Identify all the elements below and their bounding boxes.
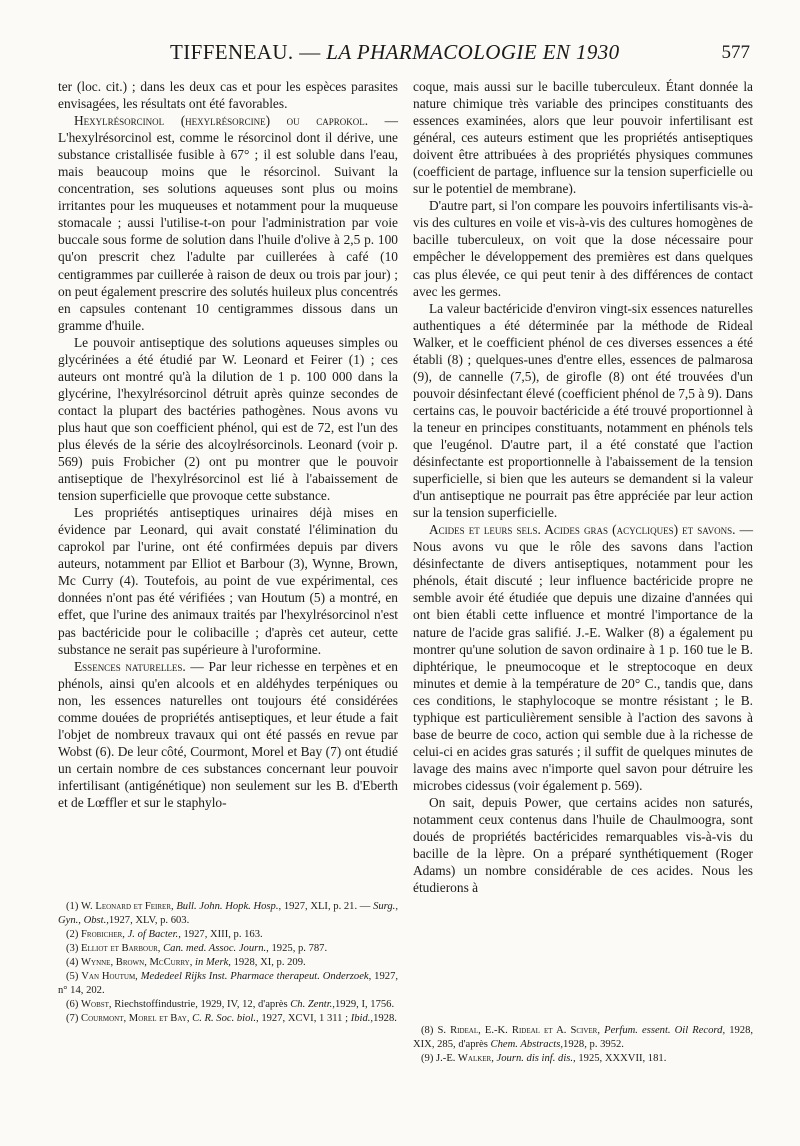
footnote-details: 1928, p. 3952. bbox=[563, 1038, 624, 1050]
page-number: 577 bbox=[721, 42, 750, 63]
footnote bbox=[58, 970, 398, 997]
running-header bbox=[60, 40, 750, 74]
footnote-authors: Frobicher, bbox=[81, 928, 125, 940]
footnote-number: (7) bbox=[66, 1012, 79, 1024]
paragraph-text: — L'hexylrésorcinol est, comme le résorcinol dont il dérive, une substance cristallisée fusible à 67° ; il est soluble dans l'eau, mais beaucoup moins que le résorcinol. Suivant la concentration, ses solutions aqueuses sont plus ou moins irritantes pour les muqueuses et notamment pour la muqueuse stomacale ; aussi l'utilise-t-on pour l'administration par voie buccale sous forme de solution dans l'huile d'olive à 2,5 p. 100 qu'on prescrit chez l'adulte par cuillerées à café (10 centigrammes par cuillerée à raison de deux ou trois par jour) ; on peut également prescrire des solutés huileux plus concentrés en capsules contenant 10 centigrammes dissous dans un gramme d'huile. bbox=[58, 113, 398, 333]
paragraph: ter (loc. cit.) ; dans les deux cas et pour les espèces parasites envisagées, les résultats ont été favorables. bbox=[58, 79, 398, 112]
footnote-source: Journ. dis inf. dis., bbox=[496, 1052, 576, 1064]
footnote-details: 1927, XIII, p. 163. bbox=[183, 928, 263, 940]
footnote-details: 1928, XIX, 285, d'après bbox=[413, 1025, 754, 1050]
footnote bbox=[58, 998, 398, 1012]
footnote-source: Can. med. Assoc. Journ., bbox=[163, 942, 269, 954]
paragraph-text: — Nous avons vu que le rôle des savons dans l'action désinfectante de divers antiseptiques, notamment pour les phénols, était discuté ; leur influence bactéricide propre ne semble avoir été étudiée que depuis une dizaine d'années qui ont bien établi cette influence et montré l'importance de la nature de l'acide gras salifié. J.-E. Walker (8) a également pu montrer qu'une solution de savon ordinaire à 1 p. 160 tue le B. diphtérique, le pneumocoque et le streptocoque en deux minutes et demie à la température de 20° C., tandis que, dans ces conditions, le staphylocoque se montre résistant ; le B. typhique est particulièrement sensible à l'action des savons à base de beurre de coco, action qui semble due à la richesse de celui-ci en acides gras saturés ; il suffit de quelques minutes de lavage des mains avec n'importe quel savon pour détruire les microbes cidessus (voir également p. 569). bbox=[413, 522, 753, 793]
left-column bbox=[58, 78, 398, 811]
footnote-number: (8) bbox=[421, 1025, 434, 1036]
footnotes-left bbox=[58, 900, 398, 1026]
footnote-number: (1) bbox=[66, 901, 79, 912]
footnote-source: C. R. Soc. biol., bbox=[192, 1012, 259, 1024]
footnote bbox=[413, 1052, 753, 1066]
footnote-authors: Wynne, Brown, McCurry, bbox=[81, 956, 193, 968]
footnote-details: 1927, XCVI, 1 311 ; bbox=[261, 1012, 351, 1024]
footnote-details: 1925, XXXVII, 181. bbox=[578, 1052, 667, 1064]
footnote bbox=[58, 942, 398, 956]
footnote-source: Perfum. essent. Oil Record, bbox=[604, 1025, 726, 1036]
running-title bbox=[170, 40, 620, 65]
footnote-details: 1928. bbox=[373, 1012, 397, 1024]
footnote-details: 1929, I, 1756. bbox=[334, 998, 395, 1010]
footnote-authors: Wobst, bbox=[81, 998, 112, 1010]
section-heading: Essences naturelles. bbox=[74, 658, 186, 674]
header-dash: — bbox=[293, 40, 327, 64]
footnote-number: (2) bbox=[66, 928, 79, 940]
footnote-details: 1925, p. 787. bbox=[271, 942, 328, 954]
footnote-number: (5) bbox=[66, 970, 79, 982]
footnote-number: (9) bbox=[421, 1052, 434, 1064]
footnote-source: Bull. John. Hopk. Hosp., bbox=[176, 901, 282, 912]
paragraph: La valeur bactéricide d'environ vingt-six essences naturelles authentiques a été déterminée par la méthode de Rideal Walker, et le coefficient phénol de ces diverses essences a été établi (8) ; quelques-unes d'entre elles, essences de palmarosa (9), de cannelle (7,5), de girofle (8) ont été trouvées d'un pouvoir désinfectant élevé (coefficient phénol de 7,5 à 9). Dans certains cas, le pouvoir bactéricide a été trouvé proportionnel à la teneur en principes constituants, notamment en phénols tels que l'eugénol. D'autre part, il a été constaté que l'action désinfectante est proportionnelle à l'abaissement de la tension superficielle, si bien que les auteurs se demandent si la valeur d'un antiseptique ne pourrait pas être appréciée par leur action sur la tension superficielle. bbox=[413, 300, 753, 521]
footnote-details: Riechstoffindustrie, 1929, IV, 12, d'après bbox=[114, 998, 291, 1010]
footnote-details: 1927, XLV, p. 603. bbox=[108, 914, 190, 926]
paragraph-essences bbox=[58, 658, 398, 811]
footnote-authors: Van Houtum, bbox=[81, 970, 138, 982]
paragraph: D'autre part, si l'on compare les pouvoirs infertilisants vis-à-vis des cultures en voile et vis-à-vis des cultures homogènes de bacille tuberculeux, on voit que la dose nécessaire pour empêcher le développement des premières est dans quelques cas plus élevée, ce qui peut tenir à des différences de contact avec les germes. bbox=[413, 198, 753, 299]
footnote-source: Chem. Abstracts, bbox=[490, 1038, 564, 1050]
section-heading: Acides et leurs sels. Acides gras (acycliques) et savons. bbox=[429, 522, 736, 538]
footnote-source: Ch. Zentr., bbox=[290, 998, 335, 1010]
section-heading: Hexylrésorcinol (hexylrésorcine) ou caprokol. bbox=[74, 113, 369, 129]
footnote-details: 1927, XLI, p. 21. — bbox=[283, 901, 374, 912]
footnote-source: Ibid., bbox=[350, 1012, 374, 1024]
footnote bbox=[58, 928, 398, 942]
header-title: LA PHARMACOLOGIE EN 1930 bbox=[326, 40, 620, 64]
footnote-details: 1928, XI, p. 209. bbox=[233, 956, 306, 968]
footnote-authors: J.-E. Walker, bbox=[436, 1052, 494, 1064]
footnote-source: J. of Bacter., bbox=[127, 928, 181, 940]
paragraph: coque, mais aussi sur le bacille tuberculeux. Étant donnée la nature chimique très variable des principes constituants des essences examinées, alors que leur pouvoir infertilisant est général, ces auteurs estiment que les propriétés antiseptiques doivent être attribuées à des propriétés physiques communes (coefficient de partage, influence sur la tension superficielle ou sur le potentiel de membrane). bbox=[413, 79, 753, 197]
footnote-source: Mededeel Rijks Inst. Pharmace therapeut. Onderzoek, bbox=[140, 970, 372, 982]
paragraph: On sait, depuis Power, que certains acides non saturés, notamment ceux contenus dans l'huile de Chaulmoogra, sont doués de propriétés bactéricides remarquables vis-à-vis du bacille de la lèpre. On a préparé synthétiquement (Roger Adams) un nombre considérable de ces acides. Nous les étudierons à bbox=[413, 794, 753, 896]
paragraph: Le pouvoir antiseptique des solutions aqueuses simples ou glycérinées a été étudié par W. Leonard et Feirer (1) ; ces auteurs ont montré qu'à la dilution de 1 p. 100 000 dans la glycérine, l'hexylrésorcinol détruit après quinze secondes de contact la plupart des bactéries pathogènes. Nous avons vu plus haut que son coefficient phénol, qui est de 72, est l'un des plus élevés de la série des alcoylrésorcinols. Leonard (voir p. 569) puis Frobicher (2) ont pu montrer que le pouvoir antiseptique de l'hexylrésorcinol est lié à l'abaissement de tension superficielle que provoque cette substance. bbox=[58, 334, 398, 504]
footnote bbox=[58, 900, 398, 927]
footnote-number: (3) bbox=[66, 942, 79, 954]
footnote-authors: S. Rideal, E.-K. Rideal et A. Sciver, bbox=[437, 1025, 600, 1036]
footnote-number: (6) bbox=[66, 998, 79, 1010]
footnote-authors: Elliot et Barbour, bbox=[81, 942, 161, 954]
right-column bbox=[413, 78, 753, 896]
footnote-number: (4) bbox=[66, 956, 79, 968]
footnote-details: 1927, n° 14, 202. bbox=[58, 970, 399, 996]
footnote-source: Surg., Gyn., Obst., bbox=[58, 901, 398, 926]
footnote-authors: W. Leonard et Feirer, bbox=[81, 901, 174, 912]
footnotes-right bbox=[413, 1024, 753, 1066]
footnote bbox=[58, 956, 398, 970]
paragraph-text: — Par leur richesse en terpènes et en phénols, ainsi qu'en alcools et en aldéhydes terpéniques ou non, les essences naturelles ont toujours été considérées comme douées de propriétés antiseptiques, et leur étude a fait l'objet de nombreux travaux qui ont été passés en revue par Wobst (6). De leur côté, Courmont, Morel et Bay (7) ont étudié un certain nombre de ces substances concernant leur pouvoir infertilisant (antigénétique) non seulement sur les B. d'Eberth et de Lœffler et sur le staphylo- bbox=[58, 658, 398, 810]
paragraph-acides bbox=[413, 521, 753, 794]
paragraph-hexylresorcinol bbox=[58, 112, 398, 334]
header-author: TIFFENEAU. bbox=[170, 40, 294, 64]
footnote-source: in Merk, bbox=[195, 956, 231, 968]
footnote bbox=[58, 1012, 398, 1026]
paragraph: Les propriétés antiseptiques urinaires déjà mises en évidence par Leonard, qui avait constaté l'élimination du caprokol par l'urine, ont été confirmées depuis par divers auteurs, notamment par Elliot et Barbour (3), Wynne, Brown, Mc Curry (4). Toutefois, au point de vue expérimental, ces données n'ont pas été vérifiées ; van Houtum (5) a montré, en effet, que l'urine des animaux traités par l'hexylrésorcinol n'est pas bactéricide pour le colibacille ; d'après cet auteur, cette substance ne serait pas supérieure à l'uroformine. bbox=[58, 505, 398, 657]
footnote-authors: Courmont, Morel et Bay, bbox=[81, 1012, 190, 1024]
footnote bbox=[413, 1024, 753, 1051]
